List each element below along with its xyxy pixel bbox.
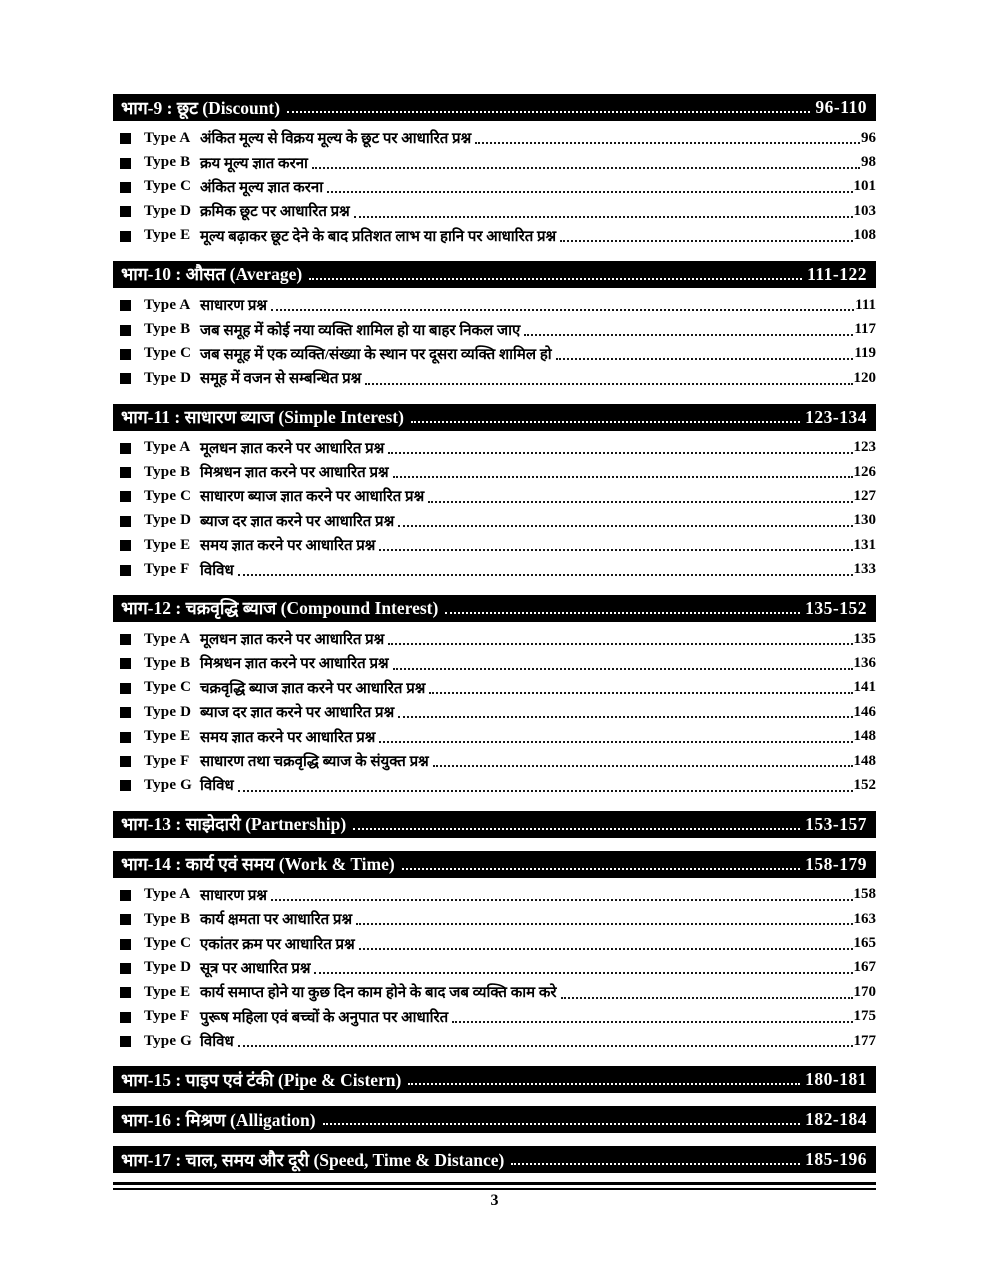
item-page-number: 136 xyxy=(853,654,876,671)
dotted-leader xyxy=(327,191,852,193)
bullet-square-icon xyxy=(120,1012,131,1023)
section-title: भाग-9 : छूट (Discount) xyxy=(121,97,281,118)
dotted-leader xyxy=(428,501,852,503)
toc-page xyxy=(113,0,876,1173)
bullet-square-icon xyxy=(120,540,131,551)
item-page-number: 148 xyxy=(853,752,876,769)
item-page-number: 126 xyxy=(853,463,876,480)
item-type-label: Type C xyxy=(144,679,192,696)
page-number: 3 xyxy=(490,1192,499,1210)
bullet-square-icon xyxy=(120,443,131,454)
section-page-range: 153-157 xyxy=(805,813,867,834)
item-title: मिश्रधन ज्ञात करने पर आधारित प्रश्न xyxy=(200,465,389,482)
dotted-leader xyxy=(452,1021,852,1023)
item-page-number: 133 xyxy=(853,561,876,578)
item-type-label: Type C xyxy=(144,178,192,195)
bullet-square-icon xyxy=(120,658,131,669)
toc-item xyxy=(120,627,876,651)
section-page-range: 123-134 xyxy=(805,406,867,427)
toc-item xyxy=(120,126,876,150)
dotted-leader xyxy=(475,142,860,144)
item-type-label: Type E xyxy=(144,227,191,244)
toc-item xyxy=(120,651,876,675)
bullet-square-icon xyxy=(120,890,131,901)
toc-item xyxy=(120,366,876,390)
section-header-bar xyxy=(113,261,876,288)
toc-item xyxy=(120,150,876,174)
item-title: जब समूह में एक व्यक्ति/संख्या के स्थान पर दूसरा व्यक्ति शामिल हो xyxy=(200,346,552,363)
section-page-range: 180-181 xyxy=(805,1069,867,1090)
item-page-number: 103 xyxy=(853,202,876,219)
item-page-number: 130 xyxy=(853,512,876,529)
item-title: विविध xyxy=(200,778,234,795)
section-title: भाग-11 : साधारण ब्याज (Simple Interest) xyxy=(121,407,404,428)
section-title: भाग-16 : मिश्रण (Alligation) xyxy=(121,1109,316,1130)
bullet-square-icon xyxy=(120,467,131,478)
dotted-leader xyxy=(561,997,853,999)
item-title: साधारण प्रश्न xyxy=(200,298,268,315)
item-title: विविध xyxy=(200,562,234,579)
toc-section xyxy=(113,94,876,248)
item-type-label: Type F xyxy=(144,1008,190,1025)
toc-item xyxy=(120,317,876,341)
item-page-number: 167 xyxy=(853,959,876,976)
section-items xyxy=(113,436,876,582)
toc-sections-container xyxy=(113,94,876,1173)
bullet-square-icon xyxy=(120,182,131,193)
bullet-square-icon xyxy=(120,756,131,767)
dotted-leader xyxy=(238,790,853,792)
item-type-label: Type A xyxy=(144,129,191,146)
toc-item xyxy=(120,460,876,484)
item-page-number: 119 xyxy=(854,345,876,362)
toc-item xyxy=(120,293,876,317)
toc-item xyxy=(120,700,876,724)
item-page-number: 170 xyxy=(853,983,876,1000)
item-type-label: Type C xyxy=(144,935,192,952)
bullet-square-icon xyxy=(120,780,131,791)
item-title: मूलधन ज्ञात करने पर आधारित प्रश्न xyxy=(200,440,385,457)
item-type-label: Type A xyxy=(144,630,191,647)
item-title: समय ज्ञात करने पर आधारित प्रश्न xyxy=(200,538,376,555)
toc-item xyxy=(120,342,876,366)
item-type-label: Type C xyxy=(144,345,192,362)
item-type-label: Type A xyxy=(144,296,191,313)
dotted-leader xyxy=(379,549,852,551)
section-header-bar xyxy=(113,811,876,838)
section-page-range: 96-110 xyxy=(815,97,867,117)
section-header-bar xyxy=(113,595,876,622)
toc-item xyxy=(120,1029,876,1053)
item-title: मूलधन ज्ञात करने पर आधारित प्रश्न xyxy=(200,632,385,649)
item-title: साधारण ब्याज ज्ञात करने पर आधारित प्रश्न xyxy=(200,489,425,506)
page-footer xyxy=(113,1182,876,1210)
dotted-leader xyxy=(388,643,852,645)
item-title: ब्याज दर ज्ञात करने पर आधारित प्रश्न xyxy=(200,705,395,722)
item-page-number: 96 xyxy=(861,129,876,146)
section-items xyxy=(113,126,876,248)
item-page-number: 135 xyxy=(853,630,876,647)
item-page-number: 163 xyxy=(853,910,876,927)
dotted-leader xyxy=(354,216,853,218)
toc-section xyxy=(113,595,876,798)
toc-item xyxy=(120,557,876,581)
toc-item xyxy=(120,773,876,797)
item-type-label: Type A xyxy=(144,886,191,903)
item-page-number: 141 xyxy=(853,679,876,696)
toc-section xyxy=(113,851,876,1054)
item-type-label: Type G xyxy=(144,1032,193,1049)
toc-section xyxy=(113,404,876,582)
dotted-leader xyxy=(314,972,852,974)
bullet-square-icon xyxy=(120,373,131,384)
item-title: कार्य समाप्त होने या कुछ दिन काम होने के बाद जब व्यक्ति काम करे xyxy=(200,985,557,1002)
section-items xyxy=(113,293,876,391)
item-page-number: 120 xyxy=(853,369,876,386)
toc-section xyxy=(113,1066,876,1093)
item-title: एकांतर क्रम पर आधारित प्रश्न xyxy=(200,936,355,953)
section-title: भाग-12 : चक्रवृद्धि ब्याज (Compound Interest) xyxy=(121,598,439,619)
dotted-leader xyxy=(287,111,810,113)
toc-section xyxy=(113,811,876,838)
item-page-number: 117 xyxy=(854,321,876,338)
dotted-leader xyxy=(271,899,852,901)
footer-double-rule xyxy=(113,1182,876,1190)
item-type-label: Type D xyxy=(144,703,192,720)
item-title: समूह में वजन से सम्बन्धित प्रश्न xyxy=(200,371,362,388)
item-type-label: Type C xyxy=(144,487,192,504)
toc-item xyxy=(120,883,876,907)
item-title: समय ज्ञात करने पर आधारित प्रश्न xyxy=(200,729,376,746)
toc-item xyxy=(120,931,876,955)
item-type-label: Type D xyxy=(144,959,192,976)
dotted-leader xyxy=(238,1045,853,1047)
dotted-leader xyxy=(356,923,852,925)
toc-item xyxy=(120,956,876,980)
item-page-number: 146 xyxy=(853,703,876,720)
bullet-square-icon xyxy=(120,206,131,217)
item-title: चक्रवृद्धि ब्याज ज्ञात करने पर आधारित प्रश्न xyxy=(200,680,426,697)
bullet-square-icon xyxy=(120,914,131,925)
section-items xyxy=(113,883,876,1054)
dotted-leader xyxy=(359,948,853,950)
bullet-square-icon xyxy=(120,158,131,169)
dotted-leader xyxy=(398,525,852,527)
section-title: भाग-10 : औसत (Average) xyxy=(121,264,303,285)
item-page-number: 175 xyxy=(853,1008,876,1025)
bullet-square-icon xyxy=(120,987,131,998)
dotted-leader xyxy=(402,868,800,870)
bullet-square-icon xyxy=(120,300,131,311)
dotted-leader xyxy=(511,1163,800,1165)
dotted-leader xyxy=(433,765,853,767)
item-type-label: Type B xyxy=(144,321,191,338)
toc-item xyxy=(120,484,876,508)
dotted-leader xyxy=(365,383,852,385)
item-page-number: 101 xyxy=(853,178,876,195)
item-page-number: 108 xyxy=(853,227,876,244)
item-type-label: Type E xyxy=(144,728,191,745)
item-type-label: Type B xyxy=(144,154,191,171)
section-page-range: 182-184 xyxy=(805,1109,867,1130)
section-title: भाग-13 : साझेदारी (Partnership) xyxy=(121,814,347,835)
dotted-leader xyxy=(556,358,854,360)
item-page-number: 127 xyxy=(853,487,876,504)
item-page-number: 111 xyxy=(855,296,876,313)
dotted-leader xyxy=(411,421,800,423)
dotted-leader xyxy=(429,692,852,694)
section-page-range: 158-179 xyxy=(805,853,867,874)
item-page-number: 177 xyxy=(853,1032,876,1049)
toc-item xyxy=(120,676,876,700)
dotted-leader xyxy=(560,240,852,242)
item-type-label: Type E xyxy=(144,983,191,1000)
bullet-square-icon xyxy=(120,349,131,360)
item-type-label: Type D xyxy=(144,512,192,529)
dotted-leader xyxy=(271,309,854,311)
section-page-range: 185-196 xyxy=(805,1149,867,1170)
toc-item xyxy=(120,199,876,223)
item-page-number: 131 xyxy=(853,536,876,553)
section-items xyxy=(113,627,876,798)
dotted-leader xyxy=(408,1083,800,1085)
item-page-number: 152 xyxy=(853,776,876,793)
bullet-square-icon xyxy=(120,683,131,694)
item-type-label: Type B xyxy=(144,463,191,480)
item-title: क्रमिक छूट पर आधारित प्रश्न xyxy=(200,204,350,221)
dotted-leader xyxy=(312,167,860,169)
toc-item xyxy=(120,1005,876,1029)
bullet-square-icon xyxy=(120,516,131,527)
bullet-square-icon xyxy=(120,133,131,144)
toc-item xyxy=(120,509,876,533)
item-title: पुरूष महिला एवं बच्चों के अनुपात पर आधारित xyxy=(200,1009,449,1026)
dotted-leader xyxy=(379,741,852,743)
dotted-leader xyxy=(323,1123,801,1125)
toc-item xyxy=(120,980,876,1004)
item-title: जब समूह में कोई नया व्यक्ति शामिल हो या बाहर निकल जाए xyxy=(200,322,521,339)
section-title: भाग-17 : चाल, समय और दूरी (Speed, Time & Distance) xyxy=(121,1149,505,1170)
dotted-leader xyxy=(309,278,802,280)
bullet-square-icon xyxy=(120,634,131,645)
bullet-square-icon xyxy=(120,963,131,974)
dotted-leader xyxy=(398,716,852,718)
toc-item xyxy=(120,724,876,748)
item-type-label: Type F xyxy=(144,561,190,578)
toc-item xyxy=(120,533,876,557)
item-page-number: 123 xyxy=(853,439,876,456)
bullet-square-icon xyxy=(120,325,131,336)
item-title: अंकित मूल्य से विक्रय मूल्य के छूट पर आधारित प्रश्न xyxy=(200,131,472,148)
item-title: कार्य क्षमता पर आधारित प्रश्न xyxy=(200,912,353,929)
item-title: साधारण तथा चक्रवृद्धि ब्याज के संयुक्त प्रश्न xyxy=(200,754,429,770)
section-page-range: 135-152 xyxy=(805,597,867,618)
item-page-number: 165 xyxy=(853,935,876,952)
dotted-leader xyxy=(238,574,853,576)
section-page-range: 111-122 xyxy=(807,263,867,284)
toc-item xyxy=(120,749,876,773)
toc-item xyxy=(120,907,876,931)
item-title: सूत्र पर आधारित प्रश्न xyxy=(200,960,311,977)
toc-item xyxy=(120,436,876,460)
toc-item xyxy=(120,224,876,248)
item-title: क्रय मूल्य ज्ञात करना xyxy=(200,155,308,172)
item-type-label: Type F xyxy=(144,752,190,769)
item-page-number: 148 xyxy=(853,728,876,745)
item-type-label: Type D xyxy=(144,202,192,219)
bullet-square-icon xyxy=(120,707,131,718)
dotted-leader xyxy=(445,612,800,614)
item-page-number: 98 xyxy=(861,154,876,171)
section-header-bar xyxy=(113,1106,876,1133)
item-title: ब्याज दर ज्ञात करने पर आधारित प्रश्न xyxy=(200,513,395,530)
dotted-leader xyxy=(353,828,800,830)
section-header-bar xyxy=(113,1066,876,1093)
item-title: विविध xyxy=(200,1034,234,1051)
item-title: मिश्रधन ज्ञात करने पर आधारित प्रश्न xyxy=(200,656,389,673)
dotted-leader xyxy=(393,668,853,670)
section-title: भाग-15 : पाइप एवं टंकी (Pipe & Cistern) xyxy=(121,1069,402,1090)
bullet-square-icon xyxy=(120,565,131,576)
bullet-square-icon xyxy=(120,1036,131,1047)
item-title: मूल्य बढ़ाकर छूट देने के बाद प्रतिशत लाभ या हानि पर आधारित प्रश्न xyxy=(200,228,557,245)
item-type-label: Type A xyxy=(144,439,191,456)
toc-section xyxy=(113,1106,876,1133)
item-type-label: Type B xyxy=(144,654,191,671)
dotted-leader xyxy=(393,476,853,478)
bullet-square-icon xyxy=(120,939,131,950)
item-type-label: Type B xyxy=(144,910,191,927)
section-header-bar xyxy=(113,404,876,431)
section-header-bar xyxy=(113,851,876,878)
section-title: भाग-14 : कार्य एवं समय (Work & Time) xyxy=(121,854,395,875)
bullet-square-icon xyxy=(120,231,131,242)
item-type-label: Type G xyxy=(144,776,193,793)
item-type-label: Type E xyxy=(144,536,191,553)
section-header-bar xyxy=(113,1146,876,1173)
dotted-leader xyxy=(388,452,852,454)
item-title: अंकित मूल्य ज्ञात करना xyxy=(200,179,324,196)
bullet-square-icon xyxy=(120,732,131,743)
item-type-label: Type D xyxy=(144,369,192,386)
toc-section xyxy=(113,261,876,391)
dotted-leader xyxy=(524,334,853,336)
toc-section xyxy=(113,1146,876,1173)
item-page-number: 158 xyxy=(853,886,876,903)
bullet-square-icon xyxy=(120,491,131,502)
item-title: साधारण प्रश्न xyxy=(200,887,268,904)
toc-item xyxy=(120,175,876,199)
section-header-bar xyxy=(113,94,876,121)
